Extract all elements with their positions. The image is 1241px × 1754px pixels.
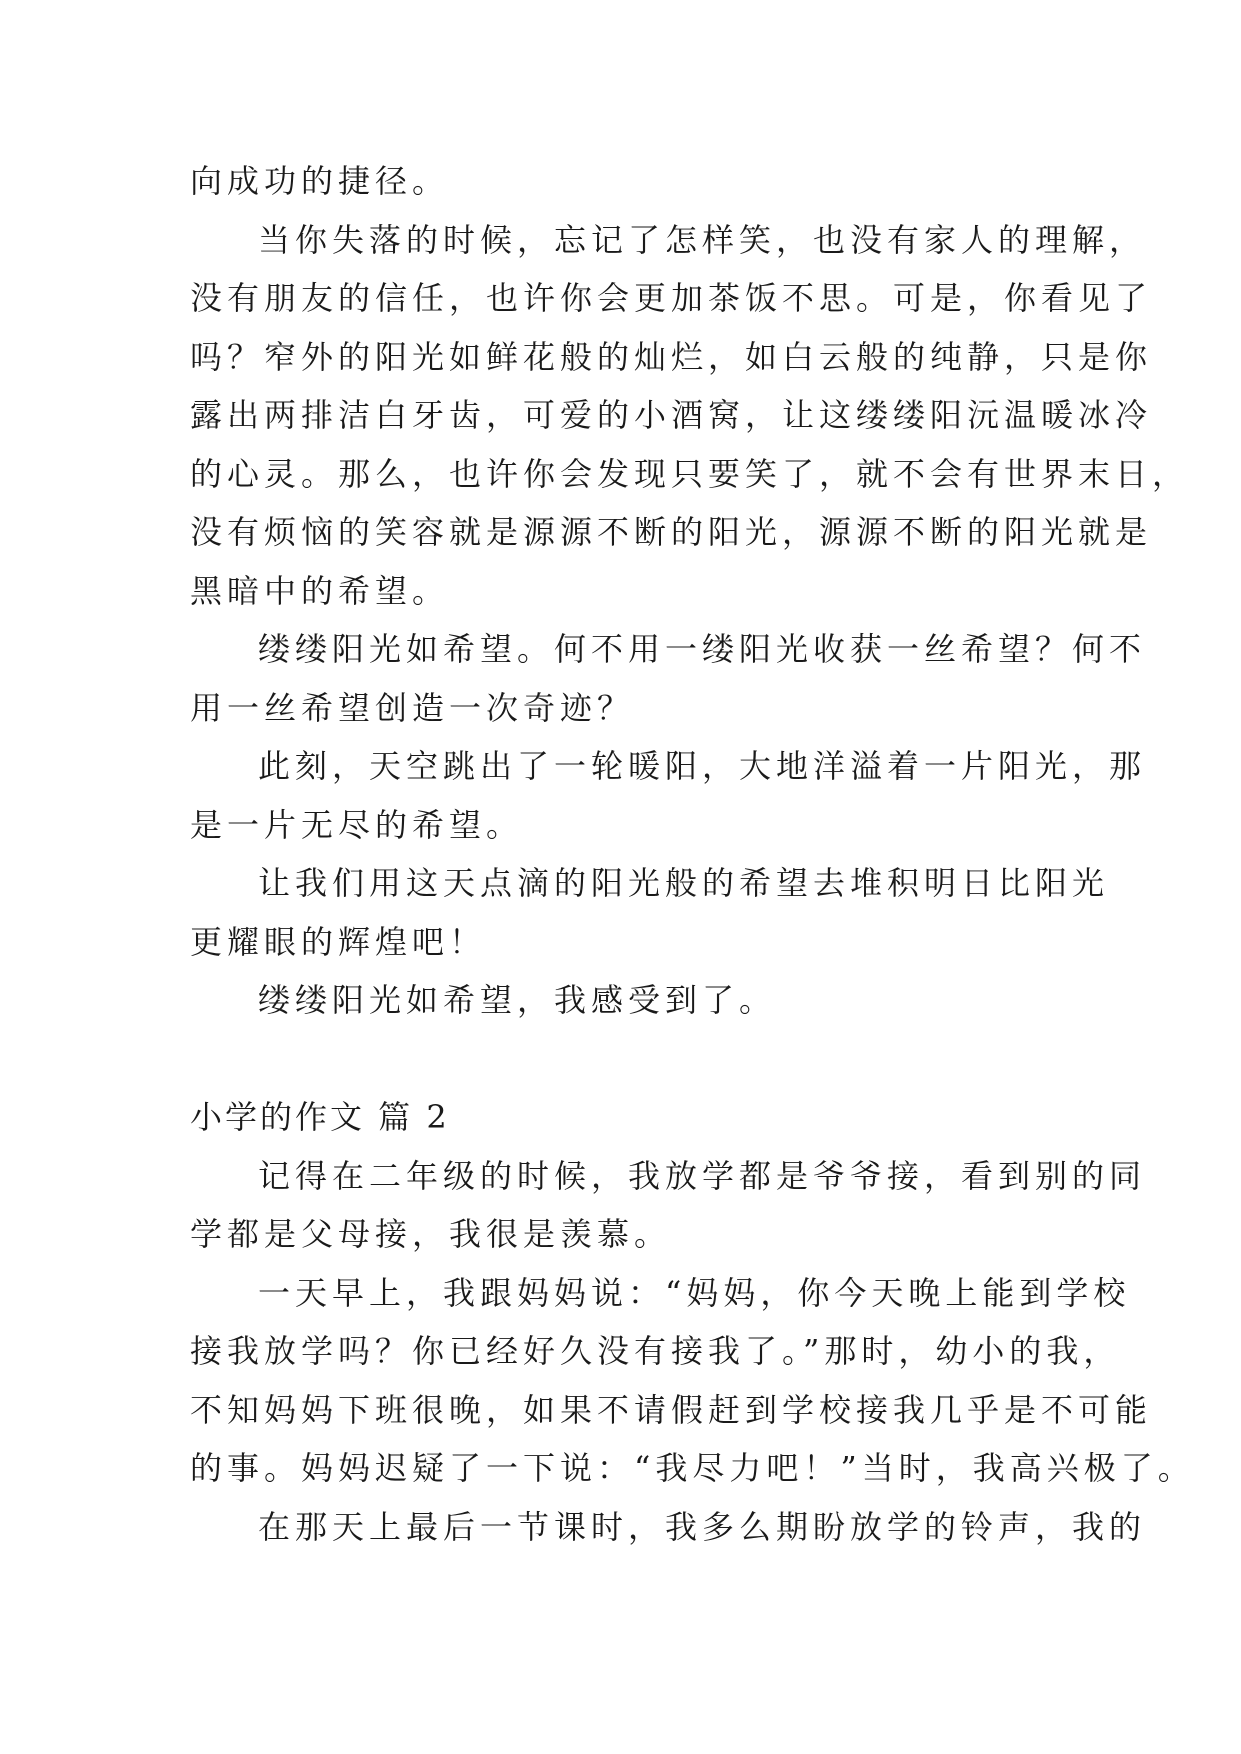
text-line: 不知妈妈下班很晚，如果不请假赶到学校接我几乎是不可能 <box>190 1390 1153 1429</box>
paragraph <box>190 1147 1147 1264</box>
section-2 <box>190 1088 1195 1556</box>
text-line: 没有朋友的信任，也许你会更加茶饭不思。可是，你看见了 <box>190 279 1153 317</box>
document-body <box>190 152 1195 1556</box>
text-line: 没有烦恼的笑容就是源源不断的阳光，源源不断的阳光就是 <box>190 513 1153 551</box>
section-heading: 小学的作文 篇 2 <box>190 1098 450 1136</box>
text-line: 此刻，天空跳出了一轮暖阳，大地洋溢着一片阳光，那 <box>258 747 1147 785</box>
section-spacer <box>190 1030 1070 1089</box>
text-line: 用一丝希望创造一次奇迹？ <box>190 688 635 727</box>
text-line: 的心灵。那么，也许你会发现只要笑了，就不会有世界末日， <box>190 454 1190 493</box>
paragraph <box>190 1498 1147 1557</box>
text-line: 接我放学吗？你已经好久没有接我了。”那时，幼小的我， <box>190 1332 1121 1370</box>
paragraph <box>190 1264 1195 1498</box>
text-line: 记得在二年级的时候，我放学都是爷爷接，看到别的同 <box>258 1156 1147 1195</box>
text-line: 学都是父母接，我很是羡慕。 <box>190 1215 672 1253</box>
text-line: 吗？窄外的阳光如鲜花般的灿烂，如白云般的纯静，只是你 <box>190 337 1153 376</box>
text-line: 让我们用这天点滴的阳光般的希望去堆积明日比阳光 <box>258 864 1110 902</box>
text-line: 更耀眼的辉煌吧！ <box>190 922 487 961</box>
paragraph <box>190 620 1147 737</box>
text-line: 缕缕阳光如希望，我感受到了。 <box>258 981 777 1019</box>
text-line: 是一片无尽的希望。 <box>190 805 524 844</box>
paragraph <box>190 152 1070 211</box>
text-line: 在那天上最后一节课时，我多么期盼放学的铃声，我的 <box>258 1507 1147 1546</box>
text-line: 一天早上，我跟妈妈说：“妈妈，你今天晚上能到学校 <box>258 1273 1131 1312</box>
paragraph <box>190 211 1190 621</box>
paragraph <box>190 737 1147 854</box>
text-line: 黑暗中的希望。 <box>190 571 450 610</box>
text-line: 当你失落的时候，忘记了怎样笑，也没有家人的理解， <box>258 220 1147 259</box>
text-line: 缕缕阳光如希望。何不用一缕阳光收获一丝希望？何不 <box>258 630 1147 668</box>
text-line: 露出两排洁白牙齿，可爱的小酒窝，让这缕缕阳沅温暖冰冷 <box>190 396 1153 434</box>
paragraph <box>190 854 1110 971</box>
section-1 <box>190 152 1190 1030</box>
text-line: 向成功的捷径。 <box>190 162 450 200</box>
paragraph <box>190 971 1070 1030</box>
text-line: 的事。妈妈迟疑了一下说：“我尽力吧！”当时，我高兴极了。 <box>190 1449 1195 1487</box>
